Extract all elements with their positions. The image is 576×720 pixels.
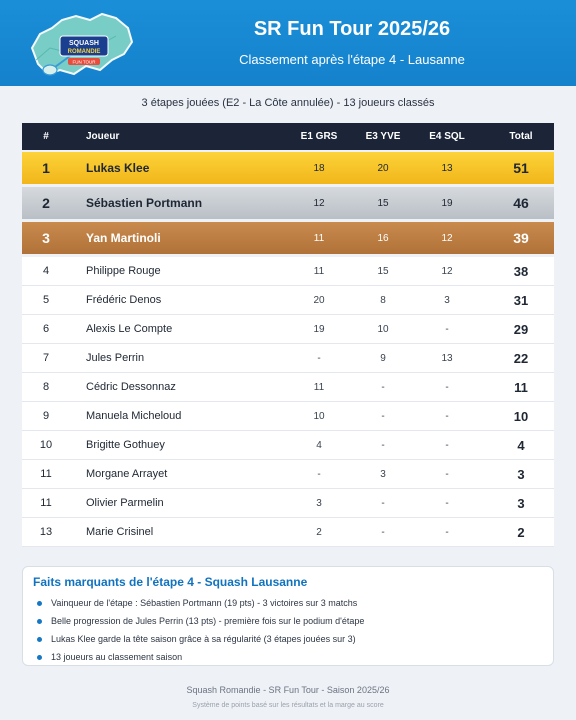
e3-cell: 8 (380, 294, 386, 306)
e4-cell: 13 (441, 352, 453, 364)
e1-cell: 4 (316, 439, 322, 451)
highlights-list (37, 597, 364, 669)
rank-cell: 6 (42, 323, 50, 335)
player-cell: Manuela Micheloud (86, 410, 182, 422)
rank-cell: 7 (42, 352, 50, 364)
e1-cell: 12 (313, 197, 325, 209)
highlights-panel (22, 566, 554, 666)
table-row (22, 518, 554, 547)
e3-cell: 15 (377, 265, 389, 277)
e1-cell: 10 (313, 410, 325, 422)
e3-cell: 20 (377, 162, 389, 174)
e4-cell: 3 (444, 294, 450, 306)
page-subtitle: Classement après l'étape 4 - Lausanne (239, 52, 465, 67)
bullet-icon (37, 619, 42, 624)
e4-cell: - (445, 410, 449, 422)
e4-cell: 19 (441, 197, 453, 209)
e3-cell: 9 (380, 352, 386, 364)
bullet-icon (37, 637, 42, 642)
footer-credit: Squash Romandie - SR Fun Tour - Saison 2025/26 (186, 685, 390, 695)
table-row (22, 187, 554, 219)
list-item (37, 597, 364, 615)
player-cell: Alexis Le Compte (86, 323, 173, 335)
rank-cell: 10 (39, 439, 53, 451)
total-cell: 51 (513, 160, 529, 176)
table-row (22, 373, 554, 402)
page-title: SR Fun Tour 2025/26 (253, 18, 451, 40)
player-cell: Olivier Parmelin (86, 497, 164, 509)
total-cell: 11 (514, 379, 528, 395)
e4-cell: 13 (441, 162, 453, 174)
rank-cell: 11 (40, 497, 52, 509)
table-row (22, 402, 554, 431)
list-item (37, 633, 364, 651)
total-cell: 31 (513, 292, 529, 308)
e1-cell: - (317, 352, 321, 364)
e3-cell: 10 (377, 323, 389, 335)
e4-cell: - (445, 497, 449, 509)
rank-cell: 1 (42, 160, 50, 176)
season-info: 3 étapes jouées (E2 - La Côte annulée) - 13 joueurs classés (141, 97, 435, 109)
highlight-text: Lukas Klee garde la tête saison grâce à sa régularité (3 étapes jouées sur 3) (51, 634, 356, 644)
col-e4: E4 SQL (429, 131, 465, 142)
rank-cell: 9 (42, 410, 50, 422)
rank-cell: 5 (42, 294, 50, 306)
rank-cell: 4 (42, 265, 50, 277)
total-cell: 3 (517, 466, 525, 482)
e3-cell: - (381, 381, 385, 393)
e3-cell: - (381, 410, 385, 422)
col-total: Total (509, 131, 533, 142)
e3-cell: 3 (380, 468, 386, 480)
highlights-title: Faits marquants de l'étape 4 - Squash Lausanne (33, 575, 308, 589)
table-row (22, 431, 554, 460)
table-row (22, 222, 554, 254)
player-cell: Jules Perrin (86, 352, 145, 364)
e3-cell: - (381, 526, 385, 538)
e3-cell: - (381, 497, 385, 509)
rank-cell: 3 (42, 230, 50, 246)
e3-cell: - (381, 439, 385, 451)
e1-cell: 11 (313, 265, 325, 277)
squash-romandie-logo (26, 8, 136, 84)
e1-cell: 20 (313, 294, 325, 306)
e4-cell: - (445, 323, 449, 335)
total-cell: 3 (517, 495, 525, 511)
table-row (22, 460, 554, 489)
rank-cell: 11 (40, 468, 52, 480)
e4-cell: 12 (441, 265, 453, 277)
player-cell: Yan Martinoli (86, 231, 161, 245)
bullet-icon (37, 655, 42, 660)
rank-cell: 13 (39, 526, 53, 538)
page-header (0, 0, 576, 86)
player-cell: Lukas Klee (86, 161, 150, 175)
total-cell: 2 (517, 524, 525, 540)
logo-text-squash: SQUASH (69, 40, 99, 47)
table-row (22, 315, 554, 344)
ranking-table-body (22, 152, 554, 547)
highlight-text: Vainqueur de l'étape : Sébastien Portmann (19 pts) - 3 victoires sur 3 matchs (51, 598, 358, 608)
table-row (22, 257, 554, 286)
list-item (37, 651, 364, 669)
player-cell: Marie Crisinel (86, 526, 154, 538)
player-cell: Sébastien Portmann (86, 196, 203, 210)
bullet-icon (37, 601, 42, 606)
total-cell: 29 (513, 321, 529, 337)
e1-cell: 11 (313, 232, 325, 244)
player-cell: Cédric Dessonnaz (86, 381, 176, 393)
e1-cell: 19 (313, 323, 325, 335)
total-cell: 4 (517, 437, 525, 453)
total-cell: 38 (513, 263, 529, 279)
e3-cell: 15 (377, 197, 389, 209)
player-cell: Brigitte Gothuey (86, 439, 165, 451)
table-row (22, 489, 554, 518)
e3-cell: 16 (377, 232, 389, 244)
e1-cell: 18 (313, 162, 325, 174)
highlight-text: 13 joueurs au classement saison (51, 652, 183, 662)
e4-cell: - (445, 439, 449, 451)
total-cell: 39 (513, 230, 529, 246)
ranking-table-header (22, 123, 554, 150)
logo-text-funtour: FUN TOUR (72, 59, 96, 65)
logo-text-romandie: ROMANDIE (67, 49, 101, 55)
footer-note: Système de points basé sur les résultats et la marge au score (192, 702, 384, 709)
table-row (22, 344, 554, 373)
rank-cell: 8 (42, 381, 50, 393)
e1-cell: 3 (316, 497, 322, 509)
player-cell: Morgane Arrayet (86, 468, 168, 480)
total-cell: 10 (513, 408, 529, 424)
col-player: Joueur (86, 131, 120, 142)
e4-cell: - (445, 468, 449, 480)
player-cell: Frédéric Denos (86, 294, 162, 306)
e1-cell: 2 (316, 526, 322, 538)
col-e3: E3 YVE (365, 131, 401, 142)
col-e1: E1 GRS (300, 131, 338, 142)
e4-cell: - (445, 381, 449, 393)
e4-cell: 12 (441, 232, 453, 244)
col-rank: # (43, 131, 49, 142)
e4-cell: - (445, 526, 449, 538)
list-item (37, 615, 364, 633)
rank-cell: 2 (42, 195, 50, 211)
player-cell: Philippe Rouge (86, 265, 161, 277)
total-cell: 22 (513, 350, 529, 366)
highlight-text: Belle progression de Jules Perrin (13 pts) - première fois sur le podium d'étape (51, 616, 365, 626)
table-row (22, 152, 554, 184)
total-cell: 46 (513, 195, 529, 211)
e1-cell: - (317, 468, 321, 480)
table-row (22, 286, 554, 315)
e1-cell: 11 (313, 381, 325, 393)
